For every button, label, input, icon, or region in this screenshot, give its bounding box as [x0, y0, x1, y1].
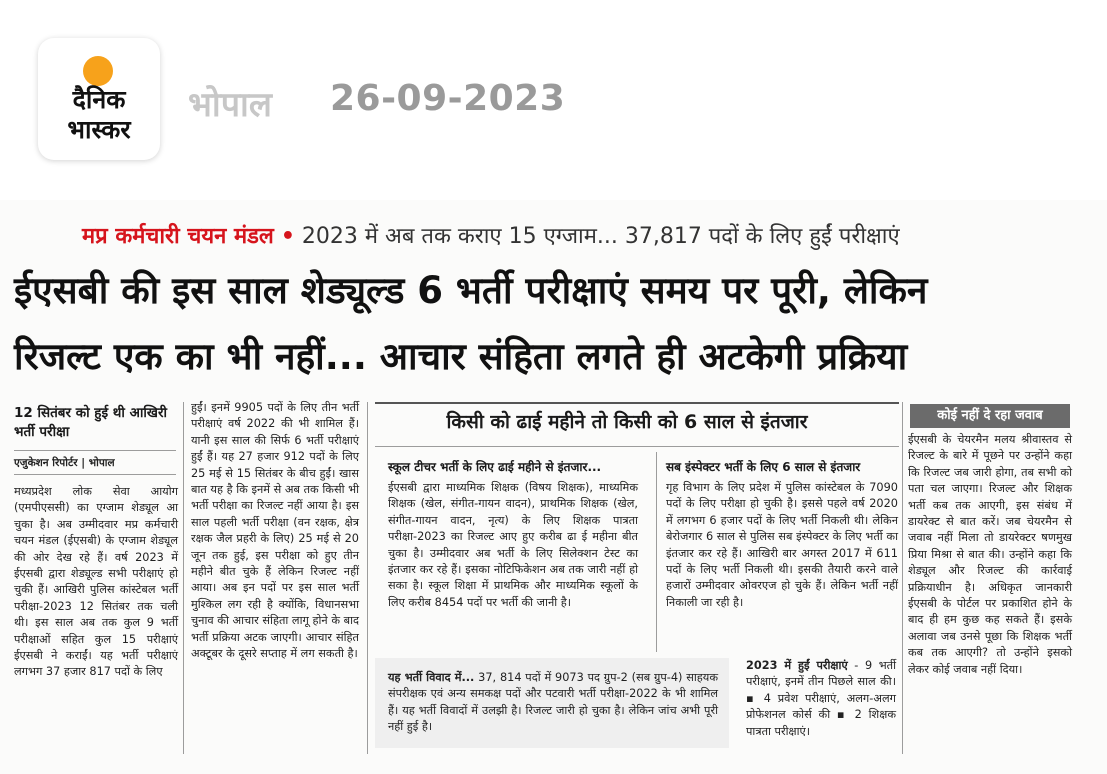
subsection-title-si: सब इंस्पेक्टर भर्ती के लिए 6 साल से इंतजार	[666, 460, 861, 474]
column-divider	[656, 452, 657, 652]
divider	[14, 450, 176, 451]
subsection-body-teacher: ईएसबी द्वारा माध्यमिक शिक्षक (विषय शिक्षक), माध्यमिक शिक्षक (खेल, संगीत-गायन वादन), प्राथमिक शिक्षक (खेल, संगीत-गायन वादन, नृत्य) के लिए शिक्षक पात्रता परीक्षा-2023 का रिजल्ट आए हुए करीब ढा ई महीना बीत चुका है। उम्मीदवार अब भर्ती के लिए सिलेक्शन टेस्ट का इंतजार कर रहे हैं। इसका नोटिफिकेशन अब तक जारी नहीं हो सका है। स्कूल शिक्षा में प्राथमिक और माध्यमिक स्कूलों के लिए करीब 8454 पदों पर भर्ती की जानी है।	[388, 481, 638, 609]
logo-word-bhaskar: भास्कर	[67, 115, 131, 144]
headline-line-2: रिजल्ट एक का भी नहीं... आचार संहिता लगते ही अटकेगी प्रक्रिया	[14, 335, 908, 378]
column-divider	[367, 402, 368, 754]
app-logo	[38, 38, 160, 160]
divider	[375, 446, 899, 447]
subsection-body-si: गृह विभाग के लिए प्रदेश में पुलिस कांस्टेबल के 7090 पदों के लिए परीक्षा हो चुकी है। इससे पहले वर्ष 2020 में लगभग 6 हजार पदों के लिए भर्ती निकली थी। लेकिन बेरोजगार 6 साल से पुलिस सब इंस्पेक्टर के लिए भर्ती का इंतजार कर रहे हैं। आखिरी बार अगस्त 2017 में 611 पदों के लिए भर्ती निकली थी। इसकी तैयारी करने वाले हजारों उम्मीदवार ओवरएज हो चुके हैं। लेकिन भर्ती नहीं निकाली जा रही है।	[666, 481, 898, 609]
column-2-body: हुईं। इनमें 9905 पदों के लिए तीन भर्ती परीक्षाएं वर्ष 2022 की भी शामिल हैं। यानी इस साल की सिर्फ 6 भर्ती परीक्षाएं हुईं हैं। यह 27 हजार 912 पदों के लिए 25 मई से 15 सितंबर के बीच हुईं। खास बात यह है कि इनमें से अब तक किसी भी भर्ती परीक्षा का रिजल्ट नहीं आया है। इस साल पहली भर्ती परीक्षा (वन रक्षक, क्षेत्र रक्षक जैल प्रहरी के लिए) 25 मई से 20 जून तक हुई, इस परीक्षा को हुए तीन महीने बीत चुके हैं लेकिन रिजल्ट नहीं आया। अब इन पदों पर इस साल भर्ती मुश्किल लग रही है क्योंकि, विधानसभा चुनाव की आचार संहिता लागू होने के बाद भर्ती प्रक्रिया अटक जाएगी। आचार संहित अक्टूबर के दूसरे सप्ताह में लग सकती है।	[191, 401, 359, 661]
exams-summary	[746, 658, 896, 740]
divider	[14, 474, 176, 475]
subsection-title-teacher: स्कूल टीचर भर्ती के लिए ढाई महीने से इंतजार...	[388, 460, 602, 474]
dispute-box-body	[388, 670, 718, 736]
section-title: किसी को ढाई महीने तो किसी को 6 साल से इंतजार	[446, 411, 808, 433]
column-divider	[902, 402, 903, 754]
city-label: भोपाल	[188, 85, 272, 125]
article-kicker	[82, 220, 1082, 250]
column-1-title: 12 सितंबर को हुई थी आखिरी भर्ती परीक्षा	[14, 405, 167, 440]
section-top-rule	[375, 402, 899, 404]
kicker-org: मप्र कर्मचारी चयन मंडल	[82, 224, 274, 249]
logo-word-dainik: दैनिक	[72, 85, 126, 114]
headline-line-1: ईएसबी की इस साल शेड्यूल्ड 6 भर्ती परीक्षाएं समय पर पूरी, लेकिन	[14, 269, 928, 312]
sidebar-title: कोई नहीं दे रहा जवाब	[910, 404, 1070, 428]
byline: एजुकेशन रिपोर्टर | भोपाल	[14, 457, 115, 469]
edition-date: 26-09-2023	[330, 78, 566, 119]
exams-title: 2023 में हुईं परीक्षाएं	[746, 659, 848, 672]
kicker-bullet: •	[280, 224, 295, 249]
exams-body: - 9 भर्ती परीक्षाएं, इनमें तीन पिछले साल की। ▪ 4 प्रवेश परीक्षाएं, अलग-अलग प्रोफेशनल कोर्स की ▪ 2 शिक्षक पात्रता परीक्षाएं।	[746, 659, 897, 738]
dispute-box-text: 37, 814 पदों में 9073 पद ग्रुप-2 (सब ग्रुप-4) साहयक संपरीक्षक एवं अन्य समकक्ष पदों और पटवारी भर्ती परीक्षा-2022 के भी शामिल हैं। यह भर्ती विवादों में उलझी है। रिजल्ट जारी हो चुका है। लेकिन जांच अभी पूरी नहीं हुई है।	[388, 671, 719, 734]
column-1-body: मध्यप्रदेश लोक सेवा आयोग (एमपीएससी) का एग्जाम शेड्यूल आ चुका है। अब उम्मीदवार मप्र कर्मचारी चयन मंडल (ईएसबी) के एग्जाम शेड्यूल की ओर देख रहे हैं। वर्ष 2023 में ईएसबी द्वारा शेड्यूल्ड सभी परीक्षाएं हो चुकी हैं। आखिरी पुलिस कांस्टेबल भर्ती परीक्षा-2023 12 सितंबर तक चली थी। इस साल अब तक कुल 9 भर्ती परीक्षाओं सहित कुल 15 परीक्षाएं ईएसबी ने कराईं। यह भर्ती परीक्षाएं लगभग 37 हजार 817 पदों के लिए	[14, 485, 178, 679]
sidebar-body: ईएसबी के चेयरमैन मलय श्रीवास्तव से रिजल्ट के बारे में पूछने पर उन्होंने कहा कि रिजल्ट जब जारी होगा, तब सभी को पता चल जाएगा। रिजल्ट और शिक्षक भर्ती कब तक आएगी, इस संबंध में डायरेक्ट से बात करें। जब चेयरमैन से जवाब नहीं मिला तो डायरेक्टर षणमुख प्रिया मिश्रा से बात की। उन्होंने कहा कि शेड्यूल और रिजल्ट की कार्रवाई प्रक्रियाधीन है। अधिकृत जानकारी ईएसबी के पोर्टल पर प्रकाशित होने के बाद ही हम कुछ कह सकते हैं। इसके अलावा जब उनसे पूछा कि शिक्षक भर्ती कब तक आएगी? तो उन्होंने इसको लेकर कोई जवाब नहीं दिया।	[908, 433, 1072, 676]
sun-icon	[83, 56, 113, 86]
kicker-text: 2023 में अब तक कराए 15 एग्जाम... 37,817 पदों के लिए हुईं परीक्षाएं	[301, 224, 900, 249]
dispute-box-title: यह भर्ती विवाद में...	[388, 671, 475, 684]
column-divider	[183, 402, 184, 754]
